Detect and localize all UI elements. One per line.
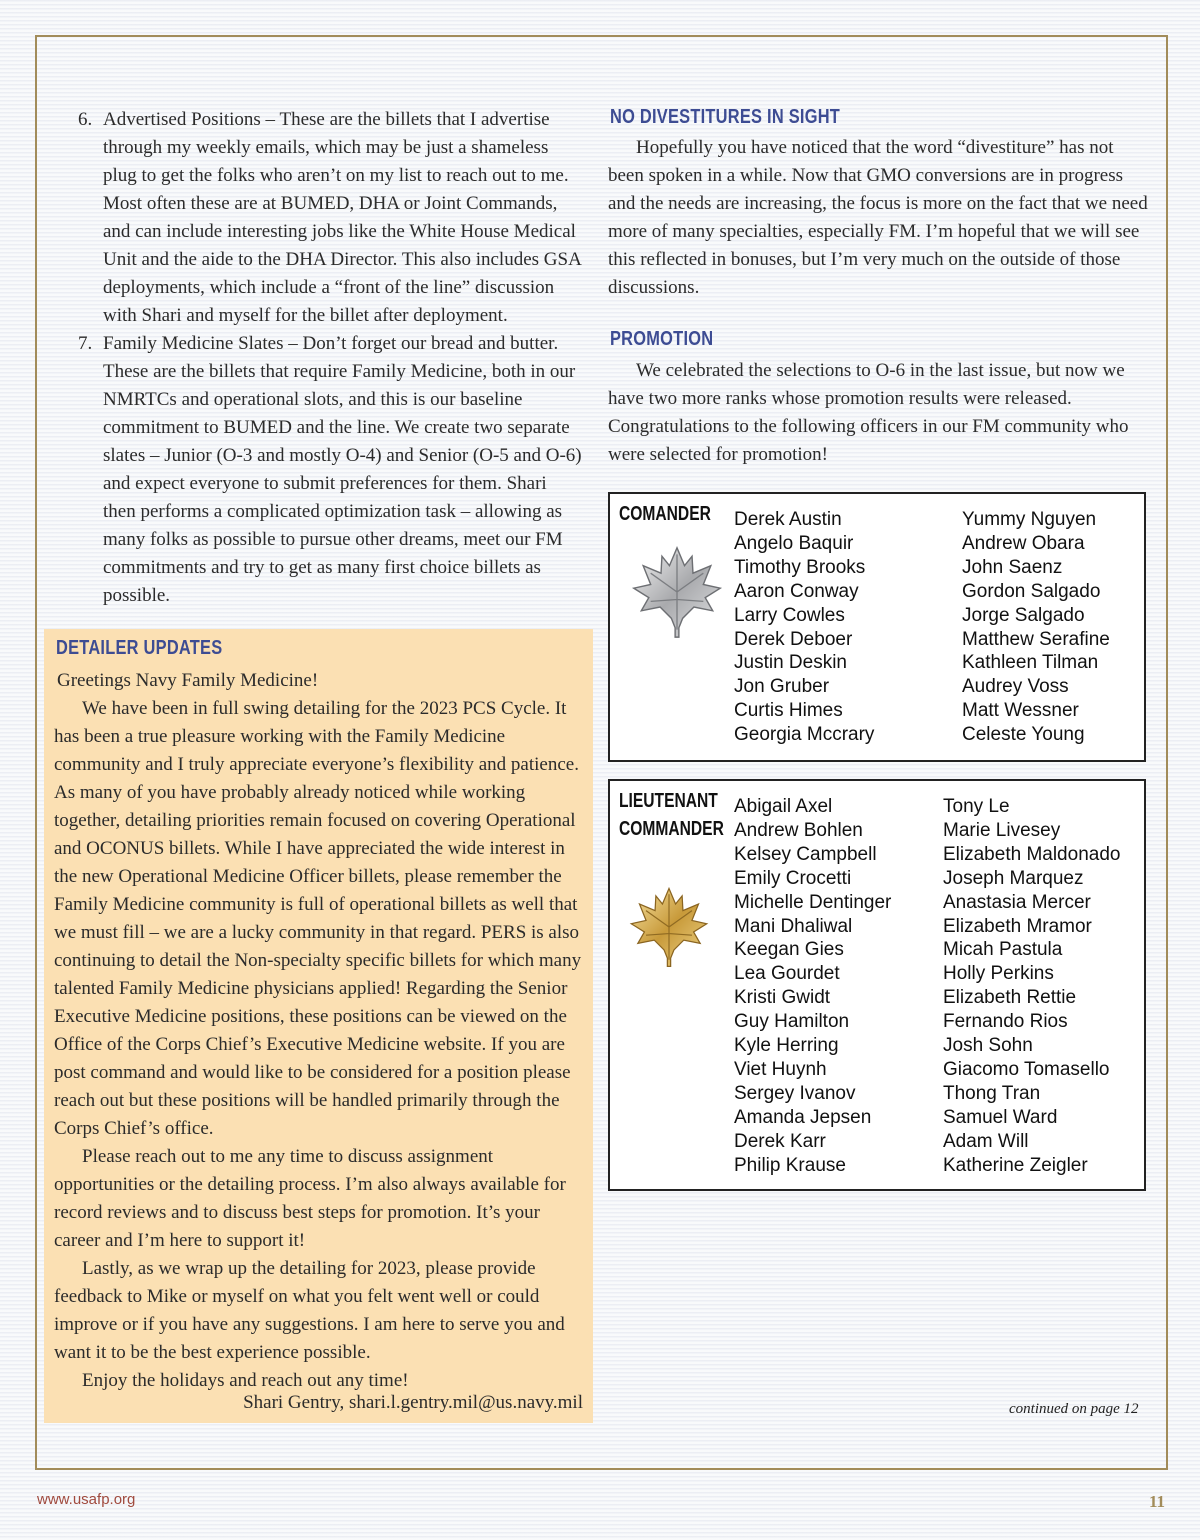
detailer-signature: Shari Gentry, shari.l.gentry.mil@us.navy.mil — [243, 1392, 583, 1413]
officer-name: Holly Perkins — [943, 963, 1054, 985]
officer-name: Lea Gourdet — [734, 963, 840, 985]
officer-name: Andrew Obara — [962, 532, 1085, 554]
officer-name: Anastasia Mercer — [943, 891, 1091, 913]
officer-name: Elizabeth Rettie — [943, 987, 1077, 1009]
officer-name: Matthew Serafine — [962, 628, 1110, 650]
officer-name: Viet Huynh — [734, 1058, 827, 1080]
detailer-updates-box — [44, 629, 593, 1423]
officer-name: Fernando Rios — [943, 1011, 1068, 1033]
commander-rank-label: COMANDER — [619, 503, 711, 525]
officer-name: Michelle Dentinger — [734, 891, 892, 913]
page-number: 11 — [1149, 1492, 1166, 1511]
officer-name: Thong Tran — [943, 1082, 1041, 1104]
detailer-paragraph: Lastly, as we wrap up the detailing for 2023, please provide feedback to Mike or myself on what you felt went well or could improve or if you have any suggestions. I am here to serve you and want it to be the best experience possible. — [54, 1258, 565, 1363]
officer-name: Philip Krause — [734, 1154, 846, 1176]
officer-name: Joseph Marquez — [943, 867, 1084, 889]
list-item — [78, 330, 583, 610]
silver-oak-leaf-icon — [630, 542, 724, 642]
officer-name: John Saenz — [962, 556, 1063, 578]
officer-name: Mani Dhaliwal — [734, 915, 853, 937]
officer-name: Yummy Nguyen — [962, 509, 1097, 530]
lt-commander-rank-label — [619, 787, 724, 843]
commander-names-col1 — [734, 508, 874, 747]
officer-name: Celeste Young — [962, 724, 1085, 746]
officer-name: Elizabeth Maldonado — [943, 843, 1121, 865]
officer-name: Derek Deboer — [734, 628, 853, 650]
continued-note: continued on page 12 — [1009, 1401, 1139, 1417]
officer-name: Jorge Salgado — [962, 604, 1085, 626]
detailer-paragraph: Please reach out to me any time to discuss assignment opportunities or the detailing process. I’m also always available for record reviews and to discuss best steps for promotion. It’s your career and I’m here to support it! — [54, 1146, 566, 1251]
detailer-paragraph: Enjoy the holidays and reach out any time! — [82, 1370, 409, 1391]
detailer-text — [54, 667, 586, 1395]
officer-name: Audrey Voss — [962, 676, 1069, 698]
officer-name: Angelo Baquir — [734, 532, 854, 554]
officer-name: Kristi Gwidt — [734, 987, 831, 1009]
officer-name: Aaron Conway — [734, 580, 859, 602]
footer-url[interactable]: www.usafp.org — [37, 1491, 136, 1508]
officer-name: Kathleen Tilman — [962, 652, 1099, 674]
officer-name: Emily Crocetti — [734, 867, 852, 889]
list-text: Family Medicine Slates – Don’t forget our bread and butter. These are the billets that require Family Medicine, both in our NMRTCs and operational slots, and this is our baseline commitment to BUMED and the line. We create two separate slates – Junior (O-3 and mostly O-4) and Senior (O-5 and O-6) and expect everyone to submit preferences for them. Shari then performs a complicated optimization task – allowing as many folks as possible to pursue other dreams, meet our FM commitments and try to get as many first choice billets as possible. — [103, 333, 582, 606]
lt-commander-names-col2 — [943, 795, 1120, 1178]
list-number: 6. — [78, 109, 93, 130]
officer-name: Larry Cowles — [734, 604, 845, 626]
officer-name: Kelsey Campbell — [734, 843, 877, 865]
officer-name: Derek Karr — [734, 1130, 826, 1152]
officer-name: Derek Austin — [734, 509, 842, 530]
commander-names-col2 — [962, 508, 1110, 747]
list-item — [78, 106, 583, 330]
commander-box — [608, 492, 1146, 762]
officer-name: Justin Deskin — [734, 652, 847, 674]
positions-list — [78, 106, 583, 610]
officer-name: Amanda Jepsen — [734, 1106, 872, 1128]
officer-name: Sergey Ivanov — [734, 1082, 856, 1104]
promotion-title: PROMOTION — [610, 328, 714, 350]
officer-name: Katherine Zeigler — [943, 1154, 1088, 1176]
officer-name: Jon Gruber — [734, 676, 830, 698]
officer-name: Kyle Herring — [734, 1035, 839, 1057]
lt-commander-box — [608, 779, 1146, 1191]
officer-name: Samuel Ward — [943, 1106, 1058, 1128]
officer-name: Micah Pastula — [943, 939, 1063, 961]
promotion-paragraph: We celebrated the selections to O-6 in the last issue, but now we have two more ranks whose promotion results were released. Congratulations to the following officers in our FM community who were selected for promotion! — [608, 360, 1129, 465]
lt-commander-names-col1 — [734, 795, 891, 1178]
divestitures-title: NO DIVESTITURES IN SIGHT — [610, 106, 841, 128]
list-text: Advertised Positions – These are the billets that I advertise through my weekly emails, which may be just a shameless plug to get the folks who aren’t on my list to reach out to me. Most often these are at BUMED, DHA or Joint Commands, and can include interesting jobs like the White House Medical Unit and the aide to the DHA Director. This also includes GSA deployments, which include a “front of the line” discussion with Shari and myself for the billet after deployment. — [103, 109, 581, 326]
officer-name: Matt Wessner — [962, 700, 1079, 722]
officer-name: Guy Hamilton — [734, 1011, 850, 1033]
officer-name: Abigail Axel — [734, 796, 833, 817]
divestitures-paragraph: Hopefully you have noticed that the word “divestiture” has not been spoken in a while. Now that GMO conversions are in progress and the needs are increasing, the focus is more on the fact that we need more of many specialties, especially FM. I’m hopeful that we will see this reflected in bonuses, but I’m very much on the outside of those discussions. — [608, 137, 1148, 298]
officer-name: Elizabeth Mramor — [943, 915, 1092, 937]
officer-name: Keegan Gies — [734, 939, 844, 961]
officer-name: Marie Livesey — [943, 819, 1061, 841]
officer-name: Adam Will — [943, 1130, 1029, 1152]
officer-name: Gordon Salgado — [962, 580, 1101, 602]
detailer-paragraph: We have been in full swing detailing for the 2023 PCS Cycle. It has been a true pleasure working with the Family Medicine community and I truly appreciate everyone’s flexibility and patience. As many of you have probably already noticed while working together, detailing priorities remain focused on covering Operational and OCONUS billets. While I have appreciated the wide interest in the new Operational Medicine Officer billets, please remember the Family Medicine community is full of operational billets as well that we must fill – we are a lucky community in that regard. PERS is also continuing to detail the Non-specialty specific billets for which many talented Family Medicine physicians applied! Regarding the Senior Executive Medicine positions, these positions can be viewed on the Office of the Corps Chief’s Executive Medicine website. If you are post command and would like to be considered for a position please reach out but these positions will be handled primarily through the Corps Chief’s office. — [54, 698, 582, 1139]
detailer-greeting: Greetings Navy Family Medicine! — [57, 670, 319, 691]
officer-name: Andrew Bohlen — [734, 819, 863, 841]
officer-name: Giacomo Tomasello — [943, 1058, 1110, 1080]
rank-line: LIEUTENANT — [619, 790, 718, 812]
list-number: 7. — [78, 333, 93, 354]
gold-oak-leaf-icon — [628, 879, 710, 975]
rank-line: COMMANDER — [619, 818, 724, 840]
officer-name: Timothy Brooks — [734, 556, 866, 578]
officer-name: Tony Le — [943, 796, 1010, 817]
detailer-title: DETAILER UPDATES — [56, 637, 223, 659]
officer-name: Georgia Mccrary — [734, 724, 875, 746]
officer-name: Curtis Himes — [734, 700, 843, 722]
officer-name: Josh Sohn — [943, 1035, 1033, 1057]
